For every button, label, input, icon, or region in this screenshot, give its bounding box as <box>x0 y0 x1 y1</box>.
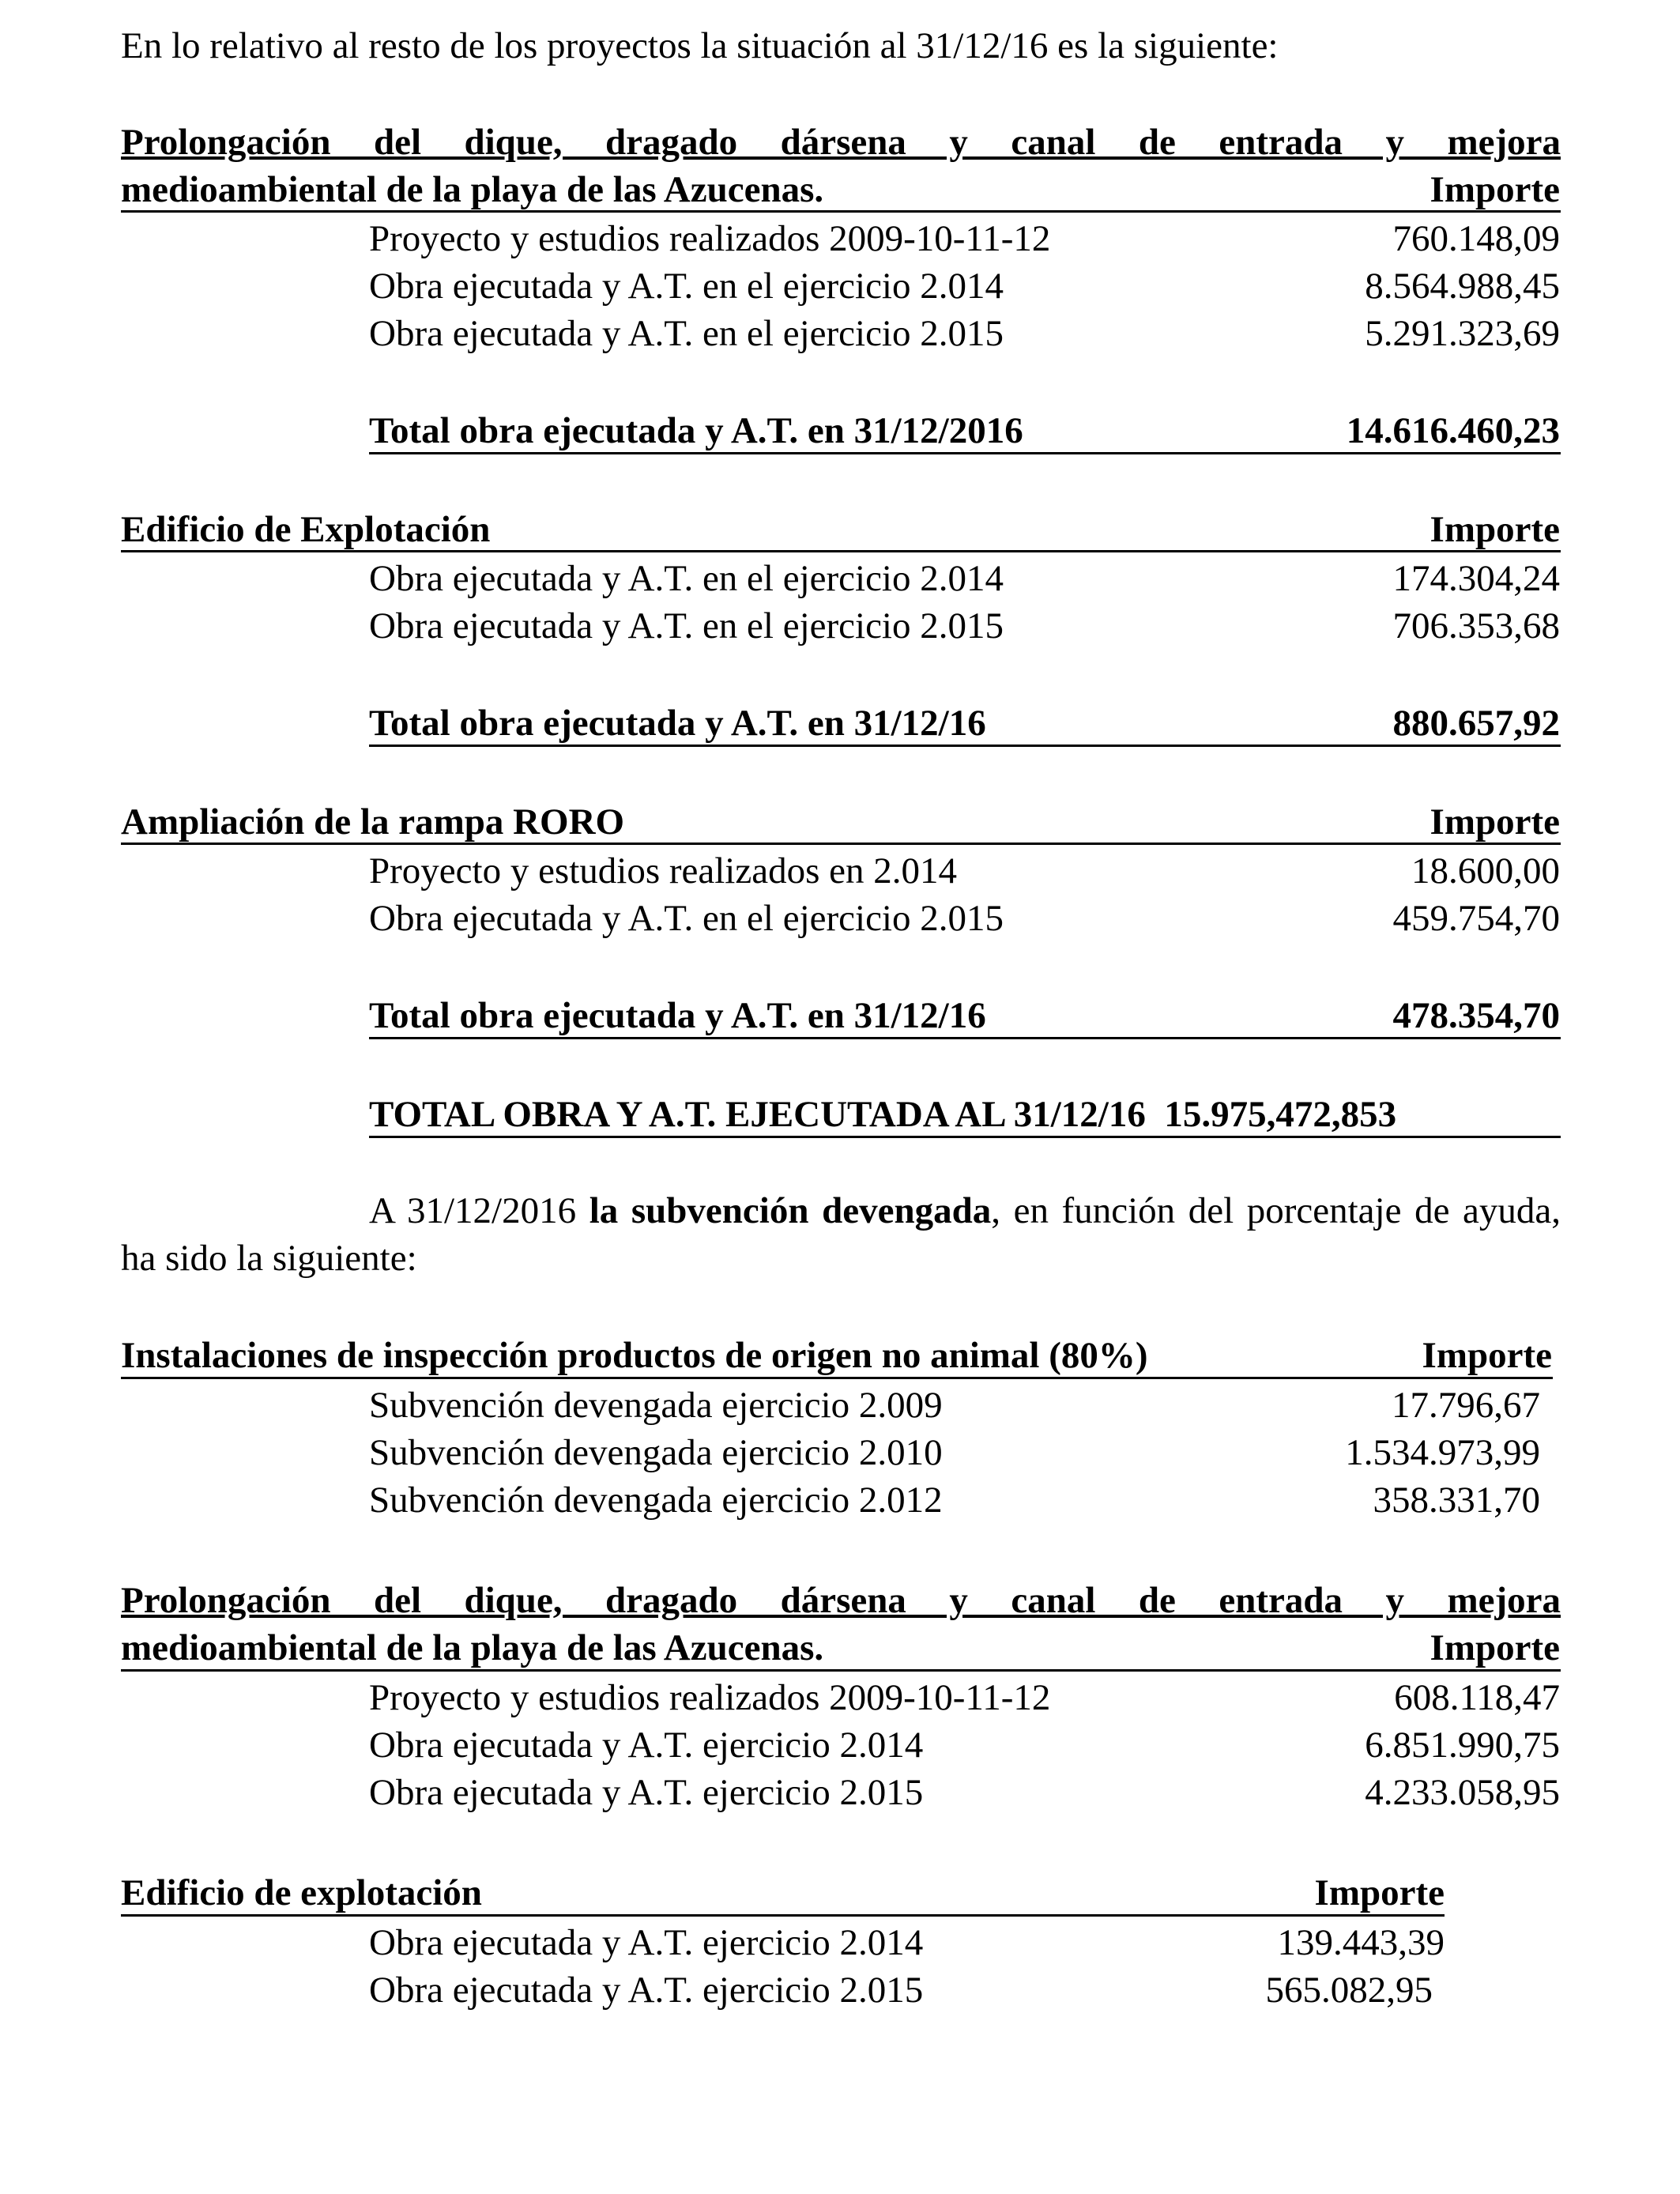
row-amount: 139.443,39 <box>1277 1922 1445 1963</box>
row-label: Proyecto y estudios realizados 2009-10-11-12 <box>369 1677 1051 1718</box>
row-amount: 706.353,68 <box>1392 605 1560 647</box>
total-amount: 880.657,92 <box>1392 703 1560 744</box>
total-amount: 14.616.460,23 <box>1346 410 1560 451</box>
row-amount: 174.304,24 <box>1392 558 1560 599</box>
row-label: Obra ejecutada y A.T. en el ejercicio 2.015 <box>369 605 1004 647</box>
section-header-rule <box>121 1669 1561 1672</box>
importe-header: Importe <box>1430 509 1560 550</box>
importe-header: Importe <box>1430 169 1560 210</box>
row-label: Obra ejecutada y A.T. en el ejercicio 2.015 <box>369 898 1004 939</box>
total-amount: 478.354,70 <box>1392 995 1560 1036</box>
total-label: Total obra ejecutada y A.T. en 31/12/16 <box>369 703 986 744</box>
intro-text: En lo relativo al resto de los proyectos la situación al 31/12/16 es la siguiente: <box>121 25 1279 66</box>
subsidy-title-edificio: Edificio de explotación <box>121 1872 482 1913</box>
section-header-rule <box>121 550 1561 552</box>
row-amount: 760.148,09 <box>1392 218 1560 259</box>
row-amount: 4.233.058,95 <box>1365 1772 1560 1813</box>
row-amount: 17.796,67 <box>1392 1385 1540 1426</box>
row-amount: 459.754,70 <box>1392 898 1560 939</box>
row-label: Obra ejecutada y A.T. ejercicio 2.014 <box>369 1922 924 1963</box>
row-amount: 8.564.988,45 <box>1365 266 1560 307</box>
row-label: Subvención devengada ejercicio 2.009 <box>369 1385 943 1426</box>
subsidy-title-dique-line1: Prolongación del dique, dragado dársena y canal de entrada y mejora <box>121 1580 1561 1621</box>
row-label: Obra ejecutada y A.T. ejercicio 2.014 <box>369 1725 924 1766</box>
subsidy-title-dique-line2: medioambiental de la playa de las Azucenas. <box>121 1627 824 1668</box>
paragraph-text: , en función del porcentaje de ayuda, ha sido la siguiente: <box>121 1190 1561 1279</box>
section-header-rule <box>121 210 1561 213</box>
importe-header: Importe <box>1430 801 1560 843</box>
grand-total: TOTAL OBRA Y A.T. EJECUTADA AL 31/12/16 15.975,472,853 <box>369 1094 1397 1135</box>
row-amount: 18.600,00 <box>1411 850 1560 892</box>
row-label: Subvención devengada ejercicio 2.012 <box>369 1480 943 1521</box>
section-title-dique-line1: Prolongación del dique, dragado dársena y canal de entrada y mejora <box>121 122 1561 163</box>
row-label: Proyecto y estudios realizados 2009-10-11-12 <box>369 218 1051 259</box>
row-amount: 5.291.323,69 <box>1365 313 1560 354</box>
row-amount: 608.118,47 <box>1394 1677 1560 1718</box>
section-title-dique-line2: medioambiental de la playa de las Azucenas. <box>121 169 824 210</box>
total-rule <box>369 745 1561 747</box>
row-label: Subvención devengada ejercicio 2.010 <box>369 1432 943 1473</box>
importe-header: Importe <box>1430 1627 1560 1668</box>
section-title-rampa: Ampliación de la rampa RORO <box>121 801 625 843</box>
paragraph-bold: la subvención devengada <box>589 1190 992 1231</box>
total-label: Total obra ejecutada y A.T. en 31/12/16 <box>369 995 986 1036</box>
row-amount: 1.534.973,99 <box>1345 1432 1540 1473</box>
total-label: Total obra ejecutada y A.T. en 31/12/2016 <box>369 410 1023 451</box>
row-label: Obra ejecutada y A.T. ejercicio 2.015 <box>369 1970 924 2011</box>
row-label: Obra ejecutada y A.T. en el ejercicio 2.014 <box>369 266 1004 307</box>
subsidy-paragraph <box>121 1187 1561 1282</box>
total-rule <box>369 452 1561 454</box>
section-header-rule <box>121 1377 1553 1379</box>
section-header-rule <box>121 843 1561 845</box>
row-amount: 358.331,70 <box>1373 1480 1540 1521</box>
row-amount: 565.082,95 <box>1265 1970 1433 2011</box>
importe-header: Importe <box>1314 1872 1445 1913</box>
importe-header: Importe <box>1422 1335 1552 1376</box>
row-label: Obra ejecutada y A.T. en el ejercicio 2.014 <box>369 558 1004 599</box>
section-title-edificio: Edificio de Explotación <box>121 509 491 550</box>
row-label: Obra ejecutada y A.T. ejercicio 2.015 <box>369 1772 924 1813</box>
grand-total-rule <box>369 1136 1561 1138</box>
paragraph-text: A 31/12/2016 <box>369 1190 590 1231</box>
row-label: Proyecto y estudios realizados en 2.014 <box>369 850 957 892</box>
section-header-rule <box>121 1914 1445 1917</box>
subsidy-title-inspeccion: Instalaciones de inspección productos de origen no animal (80%) <box>121 1335 1148 1376</box>
total-rule <box>369 1037 1561 1039</box>
row-label: Obra ejecutada y A.T. en el ejercicio 2.015 <box>369 313 1004 354</box>
row-amount: 6.851.990,75 <box>1365 1725 1560 1766</box>
